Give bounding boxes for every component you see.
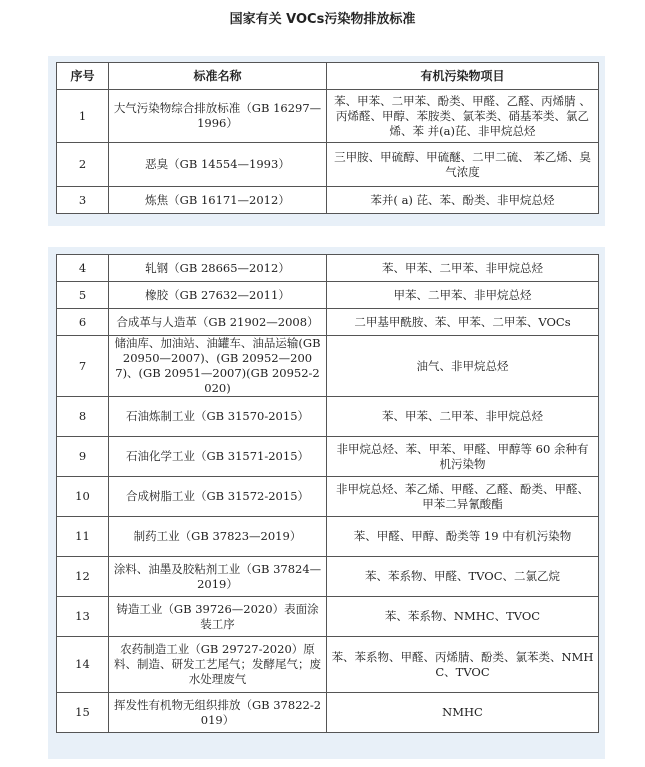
row-no: 5 (57, 282, 109, 309)
table-row (57, 309, 599, 336)
table-row (57, 517, 599, 557)
standards-panel-1 (48, 56, 605, 226)
row-standard-name: 炼焦（GB 16171—2012） (109, 187, 327, 214)
row-pollutant-items: 二甲基甲酰胺、苯、甲苯、二甲苯、VOCs (327, 309, 599, 336)
table-row (57, 90, 599, 143)
row-standard-name: 橡胶（GB 27632—2011） (109, 282, 327, 309)
row-standard-name: 储油库、加油站、油罐车、油品运输(GB 20950—2007)、(GB 20952—2007)、(GB 20951—2007)(GB 20952-2020) (109, 336, 327, 397)
header-no: 序号 (57, 63, 109, 90)
row-standard-name: 石油炼制工业（GB 31570-2015） (109, 397, 327, 437)
table-row (57, 397, 599, 437)
row-no: 7 (57, 336, 109, 397)
row-pollutant-items: 非甲烷总烃、苯乙烯、甲醛、乙醛、酚类、甲醛、甲苯二异氰酸酯 (327, 477, 599, 517)
row-pollutant-items: 苯、苯系物、NMHC、TVOC (327, 597, 599, 637)
row-no: 3 (57, 187, 109, 214)
row-standard-name: 大气污染物综合排放标准（GB 16297—1996） (109, 90, 327, 143)
row-pollutant-items: NMHC (327, 693, 599, 733)
row-standard-name: 制药工业（GB 37823—2019） (109, 517, 327, 557)
page-title: 国家有关 VOCs污染物排放标准 (229, 12, 416, 27)
row-pollutant-items: 苯、苯系物、甲醛、TVOC、二氯乙烷 (327, 557, 599, 597)
table-row (57, 255, 599, 282)
table-row (57, 187, 599, 214)
table-row (57, 477, 599, 517)
row-pollutant-items: 甲苯、二甲苯、非甲烷总烃 (327, 282, 599, 309)
row-no: 6 (57, 309, 109, 336)
row-pollutant-items: 苯、甲醛、甲醇、酚类等 19 中有机污染物 (327, 517, 599, 557)
row-no: 13 (57, 597, 109, 637)
standards-table-1 (56, 62, 599, 214)
row-no: 10 (57, 477, 109, 517)
table-row (57, 597, 599, 637)
table-row (57, 557, 599, 597)
row-no: 9 (57, 437, 109, 477)
table-row (57, 637, 599, 693)
row-pollutant-items: 苯并( a) 芘、苯、酚类、非甲烷总烃 (327, 187, 599, 214)
row-standard-name: 农药制造工业（GB 29727-2020）原料、制造、研发工艺尾气；发酵尾气；废水处理废气 (109, 637, 327, 693)
row-standard-name: 涂料、油墨及胶粘剂工业（GB 37824—2019） (109, 557, 327, 597)
row-pollutant-items: 三甲胺、甲硫醇、甲硫醚、二甲二硫、 苯乙烯、臭气浓度 (327, 143, 599, 187)
table-row (57, 282, 599, 309)
row-no: 8 (57, 397, 109, 437)
row-no: 15 (57, 693, 109, 733)
row-no: 4 (57, 255, 109, 282)
table-header-row (57, 63, 599, 90)
table-row (57, 693, 599, 733)
row-standard-name: 铸造工业（GB 39726—2020）表面涂装工序 (109, 597, 327, 637)
row-pollutant-items: 苯、甲苯、二甲苯、非甲烷总烃 (327, 255, 599, 282)
header-standard-name: 标准名称 (109, 63, 327, 90)
standards-panel-2 (48, 247, 605, 759)
row-pollutant-items: 苯、甲苯、二甲苯、酚类、甲醛、乙醛、丙烯腈 、丙烯醛、甲醇、苯胺类、氯苯类、硝基苯类、氯乙烯、苯 并(a)芘、非甲烷总烃 (327, 90, 599, 143)
row-standard-name: 合成革与人造革（GB 21902—2008） (109, 309, 327, 336)
row-no: 12 (57, 557, 109, 597)
row-pollutant-items: 油气、非甲烷总烃 (327, 336, 599, 397)
row-standard-name: 石油化学工业（GB 31571-2015） (109, 437, 327, 477)
row-no: 14 (57, 637, 109, 693)
row-standard-name: 挥发性有机物无组织排放（GB 37822-2019） (109, 693, 327, 733)
row-standard-name: 轧钢（GB 28665—2012） (109, 255, 327, 282)
row-no: 11 (57, 517, 109, 557)
row-standard-name: 恶臭（GB 14554—1993） (109, 143, 327, 187)
table-row (57, 437, 599, 477)
row-standard-name: 合成树脂工业（GB 31572-2015） (109, 477, 327, 517)
row-pollutant-items: 非甲烷总烃、苯、甲苯、甲醛、甲醇等 60 余种有机污染物 (327, 437, 599, 477)
standards-table-2 (56, 254, 599, 733)
header-pollutant-items: 有机污染物项目 (327, 63, 599, 90)
row-no: 1 (57, 90, 109, 143)
row-pollutant-items: 苯、甲苯、二甲苯、非甲烷总烃 (327, 397, 599, 437)
table-row (57, 336, 599, 397)
row-no: 2 (57, 143, 109, 187)
row-pollutant-items: 苯、苯系物、甲醛、丙烯腈、酚类、氯苯类、NMHC、TVOC (327, 637, 599, 693)
table-row (57, 143, 599, 187)
